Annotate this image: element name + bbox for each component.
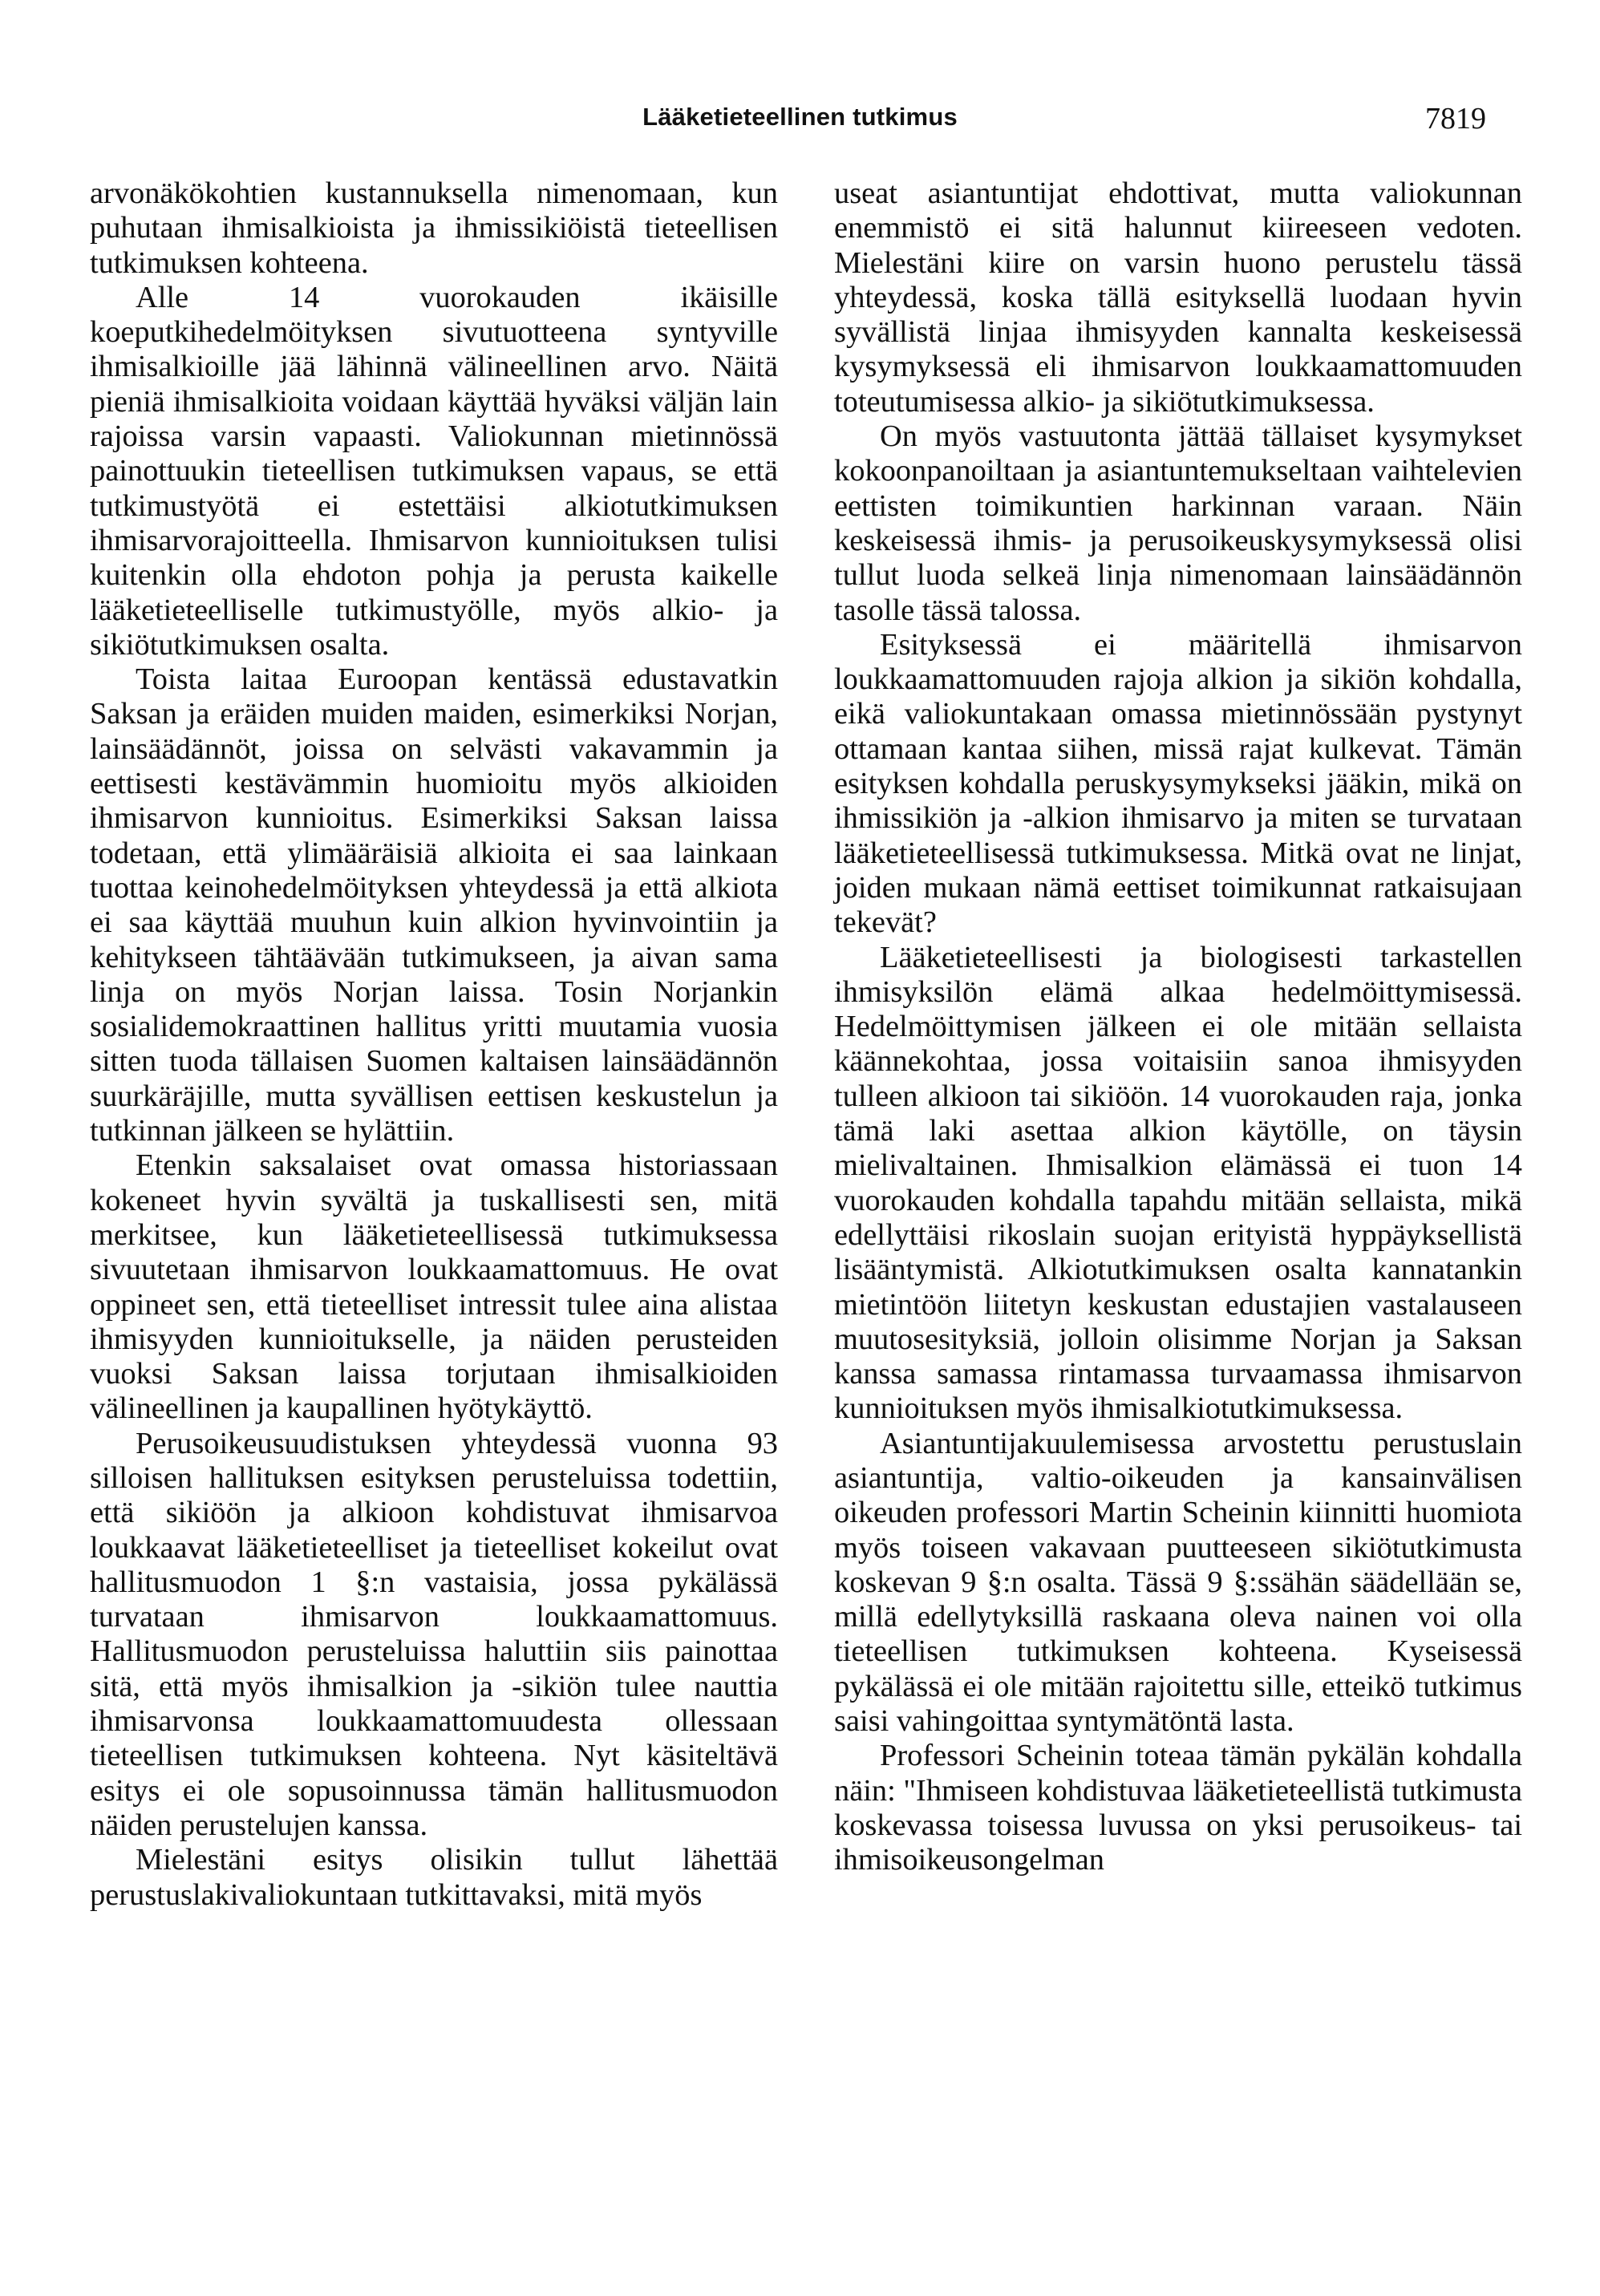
paragraph: Professori Scheinin toteaa tämän pykälän kohdalla näin: "Ihmiseen kohdistuvaa lääketieteellistä tutkimusta koskevassa toisessa luvussa on yksi perusoikeus- tai ihmisoikeusongelman [834, 1739, 1522, 1877]
paragraph: Toista laitaa Euroopan kentässä edustavatkin Saksan ja eräiden muiden maiden, esimerkiksi Norjan, lainsäädännöt, joissa on selvästi vakavammin ja eettisesti kestävämmin huomioitu myös alkioiden ihmisarvon kunnioitus. Esimerkiksi Saksan laissa todetaan, että ylimääräisiä alkioita ei saa lainkaan tuottaa keinohedelmöityksen yhteydessä ja että alkiota ei saa käyttää muuhun kuin alkion hyvinvointiin ja kehitykseen tähtäävään tutkimukseen, ja aivan sama linja on myös Norjan laissa. Tosin Norjankin sosialidemokraattinen hallitus yritti muutamia vuosia sitten tuoda tällaisen Suomen kaltaisen lainsäädännön suurkäräjille, mutta syvällisen eettisen keskustelun ja tutkinnan jälkeen se hylättiin. [90, 662, 778, 1148]
paragraph: Esityksessä ei määritellä ihmisarvon loukkaamattomuuden rajoja alkion ja sikiön kohdalla, eikä valiokuntakaan omassa mietinnössään pystynyt ottamaan kantaa siihen, missä rajat kulkevat. Tämän esityksen kohdalla peruskysymykseksi jääkin, mikä on ihmissikiön ja -alkion ihmisarvo ja miten se turvataan lääketieteellisessä tutkimuksessa. Mitkä ovat ne linjat, joiden mukaan nämä eettiset toimikunnat ratkaisujaan tekevät? [834, 627, 1522, 940]
left-column [90, 176, 778, 1913]
paragraph: Asiantuntijakuulemisessa arvostettu perustuslain asiantuntija, valtio-oikeuden ja kansainvälisen oikeuden professori Martin Scheinin kiinnitti huomiota myös toiseen vakavaan puutteeseen sikiötutkimusta koskevan 9 §:n osalta. Tässä 9 §:ssähän säädellään se, millä edellytyksillä raskaana oleva nainen voi olla tieteellisen tutkimuksen kohteena. Kyseisessä pykälässä ei ole mitään rajoitettu sille, etteikö tutkimus saisi vahingoittaa syntymätöntä lasta. [834, 1426, 1522, 1739]
paragraph: Mielestäni esitys olisikin tullut lähettää perustuslakivaliokuntaan tutkittavaksi, mitä myös [90, 1843, 778, 1912]
page-number: 7819 [1425, 102, 1486, 136]
paragraph: arvonäkökohtien kustannuksella nimenomaan, kun puhutaan ihmisalkioista ja ihmissikiöistä tieteellisen tutkimuksen kohteena. [90, 176, 778, 280]
paragraph: Lääketieteellisesti ja biologisesti tarkastellen ihmisyksilön elämä alkaa hedelmöittymisessä. Hedelmöittymisen jälkeen ei ole mitään sellaista käännekohtaa, jossa voitaisiin sanoa ihmisyyden tulleen alkioon tai sikiöön. 14 vuorokauden raja, jonka tämä laki asettaa alkion käytölle, on täysin mielivaltainen. Ihmisalkion elämässä ei tuon 14 vuorokauden kohdalla tapahdu mitään sellaista, mikä edellyttäisi rikoslain suojan erityistä hyppäyksellistä lisääntymistä. Alkiotutkimuksen osalta kannatankin mietintöön liitetyn keskustan edustajien vastalauseen muutosesityksiä, jolloin olisimme Norjan ja Saksan kanssa samassa rintamassa turvaamassa ihmisarvon kunnioituksen myös ihmisalkiotutkimuksessa. [834, 940, 1522, 1426]
page-header [0, 103, 1600, 151]
running-title: Lääketieteellinen tutkimus [642, 103, 958, 131]
paragraph: Perusoikeusuudistuksen yhteydessä vuonna 93 silloisen hallituksen esityksen perusteluissa todettiin, että sikiöön ja alkioon kohdistuvat ihmisarvoa loukkaavat lääketieteelliset ja tieteelliset kokeilut ovat hallitusmuodon 1 §:n vastaisia, jossa pykälässä turvataan ihmisarvon loukkaamattomuus. Hallitusmuodon perusteluissa haluttiin siis painottaa sitä, että myös ihmisalkion ja -sikiön tulee nauttia ihmisarvonsa loukkaamattomuudesta ollessaan tieteellisen tutkimuksen kohteena. Nyt käsiteltävä esitys ei ole sopusoinnussa tämän hallitusmuodon näiden perustelujen kanssa. [90, 1426, 778, 1842]
paragraph: Etenkin saksalaiset ovat omassa historiassaan kokeneet hyvin syvältä ja tuskallisesti sen, mitä merkitsee, kun lääketieteellisessä tutkimuksessa sivuutetaan ihmisarvon loukkaamattomuus. He ovat oppineet sen, että tieteelliset intressit tulee aina alistaa ihmisyyden kunnioitukselle, ja näiden perusteiden vuoksi Saksan laissa torjutaan ihmisalkioiden välineellinen ja kaupallinen hyötykäyttö. [90, 1148, 778, 1426]
right-column [834, 176, 1522, 1878]
paragraph: useat asiantuntijat ehdottivat, mutta valiokunnan enemmistö ei sitä halunnut kiireeseen vedoten. Mielestäni kiire on varsin huono perustelu tässä yhteydessä, koska tällä esityksellä luodaan hyvin syvällistä linjaa ihmisyyden kannalta keskeisessä kysymyksessä eli ihmisarvon loukkaamattomuuden toteutumisessa alkio- ja sikiötutkimuksessa. [834, 176, 1522, 419]
paragraph: On myös vastuutonta jättää tällaiset kysymykset kokoonpanoiltaan ja asiantuntemukseltaan vaihtelevien eettisten toimikuntien harkinnan varaan. Näin keskeisessä ihmis- ja perusoikeuskysymyksessä olisi tullut luoda selkeä linja nimenomaan lainsäädännön tasolle tässä talossa. [834, 419, 1522, 627]
paragraph: Alle 14 vuorokauden ikäisille koeputkihedelmöityksen sivutuotteena syntyville ihmisalkioille jää lähinnä välineellinen arvo. Näitä pieniä ihmisalkioita voidaan käyttää hyväksi väljän lain rajoissa varsin vapaasti. Valiokunnan mietinnössä painottuukin tieteellisen tutkimuksen vapaus, se että tutkimustyötä ei estettäisi alkiotutkimuksen ihmisarvorajoitteella. Ihmisarvon kunnioituksen tulisi kuitenkin olla ehdoton pohja ja perusta kaikelle lääketieteelliselle tutkimustyölle, myös alkio- ja sikiötutkimuksen osalta. [90, 280, 778, 662]
